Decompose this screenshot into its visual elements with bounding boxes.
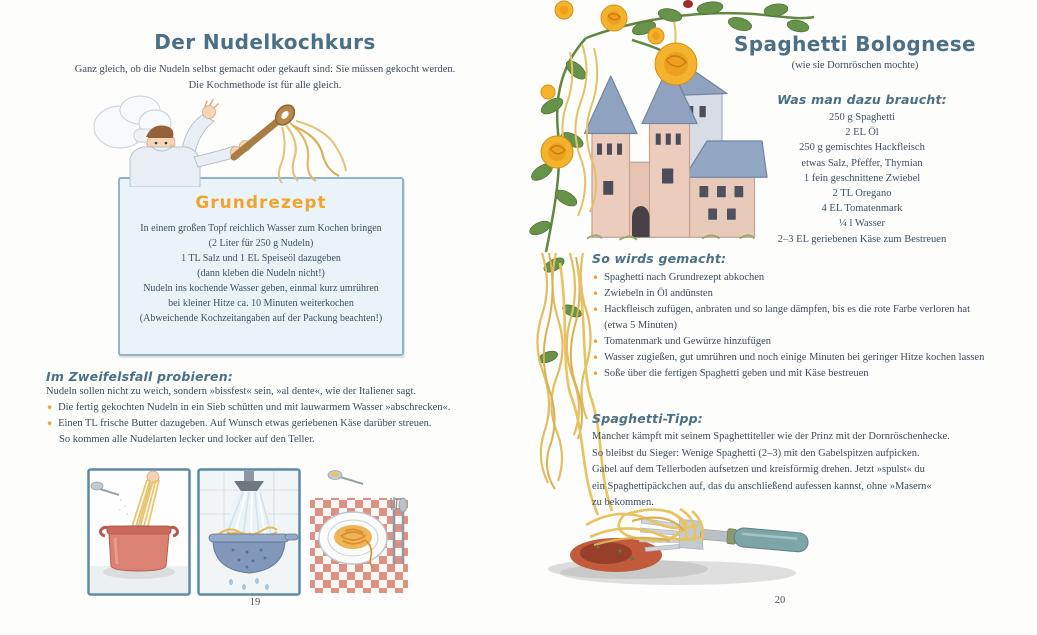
tip-line: ein Spaghettipäckchen auf, das du anschließend aufessen kannst, ohne »Masern« (592, 480, 932, 492)
bullet-text: Einen TL frische Butter dazugeben. Auf Wunsch etwas geriebenen Käse darüber streuen. (58, 418, 432, 429)
tip-heading: Spaghetti-Tipp: (592, 411, 704, 426)
bullet-icon (592, 270, 599, 286)
list-item (46, 400, 498, 416)
list-item (592, 270, 994, 286)
intro-paragraph (30, 62, 500, 94)
recipe-line: bei kleiner Hitze ca. 10 Minuten weiterkochen (168, 298, 354, 309)
recipe-box-title: Grundrezept (195, 193, 327, 213)
ingredient-item: etwas Salz, Pfeffer, Thymian (801, 157, 923, 169)
step-panels (87, 468, 411, 596)
intro-line: Ganz gleich, ob die Nudeln selbst gemacht oder gekauft sind: Sie müssen gekocht werden. (74, 64, 456, 75)
list-item (592, 302, 994, 334)
ingredient-item: 4 EL Tomatenmark (821, 203, 903, 215)
tasting-section (46, 369, 498, 448)
bullet-text: Tomatenmark und Gewürze hinzufügen (604, 336, 771, 347)
bullet-icon (46, 400, 53, 416)
recipe-line: 1 TL Salz und 1 EL Speiseöl dazugeben (181, 253, 341, 264)
ingredients-section (680, 92, 1037, 247)
ingredient-item: 2–3 EL geriebenen Käse zum Bestreuen (777, 233, 947, 245)
bullet-text: Zwiebeln in Öl andünsten (604, 288, 713, 299)
recipe-line: Nudeln ins kochende Wasser geben, einmal kurz umrühren (143, 283, 379, 294)
boiling-pot-illustration (87, 468, 191, 596)
page-number-right: 20 (774, 595, 786, 606)
ingredient-item: 1 fein geschnittene Zwiebel (803, 172, 921, 184)
bullet-text: Soße über die fertigen Spaghetti geben und mit Käse bestreuen (604, 368, 869, 379)
ingredient-item: 2 EL Öl (845, 127, 879, 139)
ingredient-item: 250 g gemischtes Hackfleisch (799, 142, 925, 154)
bullet-icon (592, 286, 599, 302)
chef-boy-illustration (82, 95, 350, 187)
bullet-icon (592, 366, 599, 382)
tip-line: Gabel auf dem Tellerboden aufsetzen und kreisförmig drehen. Jetzt »spulst« du (592, 464, 925, 475)
bullet-text: Spaghetti nach Grundrezept abkochen (604, 272, 765, 283)
list-item (592, 334, 994, 350)
list-item (592, 350, 994, 366)
bullet-text: Wasser zugießen, gut umrühren und noch einige Minuten bei geringer Hitze kochen lassen (604, 352, 985, 363)
bullet-text: Hackfleisch zufügen, anbraten und so lange dämpfen, bis es die rote Farbe verloren hat (etwa 5 Minuten) (604, 304, 970, 331)
ingredient-item: 250 g Spaghetti (829, 112, 895, 123)
tip-line: Mancher kämpft mit seinem Spaghettiteller wie der Prinz mit der Dornröschenhecke. (592, 431, 950, 442)
tasting-outro: So kommen alle Nudelarten lecker und locker auf den Teller. (59, 434, 315, 445)
list-item (46, 416, 498, 432)
bullet-icon (592, 334, 599, 350)
recipe-line: In einem großen Topf reichlich Wasser zum Kochen bringen (140, 223, 382, 234)
recipe-header (670, 32, 1037, 74)
page-left (30, 0, 500, 635)
bullet-icon (592, 350, 599, 366)
ingredients-heading: Was man dazu braucht: (777, 92, 947, 107)
page-title: Der Nudelkochkurs (154, 30, 376, 54)
spaghetti-plate-illustration (307, 468, 411, 596)
recipe-subtitle: (wie sie Dornröschen mochte) (791, 60, 919, 71)
ingredient-item: ¼ l Wasser (839, 218, 885, 230)
recipe-box-text (120, 221, 402, 326)
page-right (530, 0, 1037, 635)
list-item (592, 286, 994, 302)
recipe-title: Spaghetti Bolognese (733, 32, 977, 56)
base-recipe-box (118, 177, 404, 356)
bullet-text: Die fertig gekochten Nudeln in ein Sieb schütten und mit lauwarmem Wasser »abschrecken«. (58, 402, 451, 413)
recipe-line: (dann kleben die Nudeln nicht!) (197, 268, 325, 279)
method-heading: So wirds gemacht: (592, 251, 727, 266)
bullet-icon (46, 416, 53, 432)
intro-line: Die Kochmethode ist für alle gleich. (188, 80, 342, 91)
tasting-intro: Nudeln sollen nicht zu weich, sondern »bissfest« sein, »al dente«, wie der Italiener sagt. (46, 386, 417, 397)
recipe-line: (2 Liter für 250 g Nudeln) (208, 238, 314, 249)
bullet-icon (592, 302, 599, 318)
tasting-heading: Im Zweifelsfall probieren: (46, 369, 233, 384)
method-section (592, 251, 994, 382)
ingredient-item: 2 TL Oregano (832, 188, 892, 200)
tip-line: So bleibst du Sieger: Wenige Spaghetti (2–3) mit den Gabelspitzen aufpicken. (592, 447, 920, 459)
list-item (592, 366, 994, 382)
tip-section (592, 411, 1028, 512)
recipe-line: (Abweichende Kochzeitangaben auf der Packung beachten!) (139, 313, 383, 324)
tip-line: zu bekommen. (592, 497, 654, 508)
rinsing-colander-illustration (197, 468, 301, 596)
page-number-left: 19 (249, 597, 261, 608)
